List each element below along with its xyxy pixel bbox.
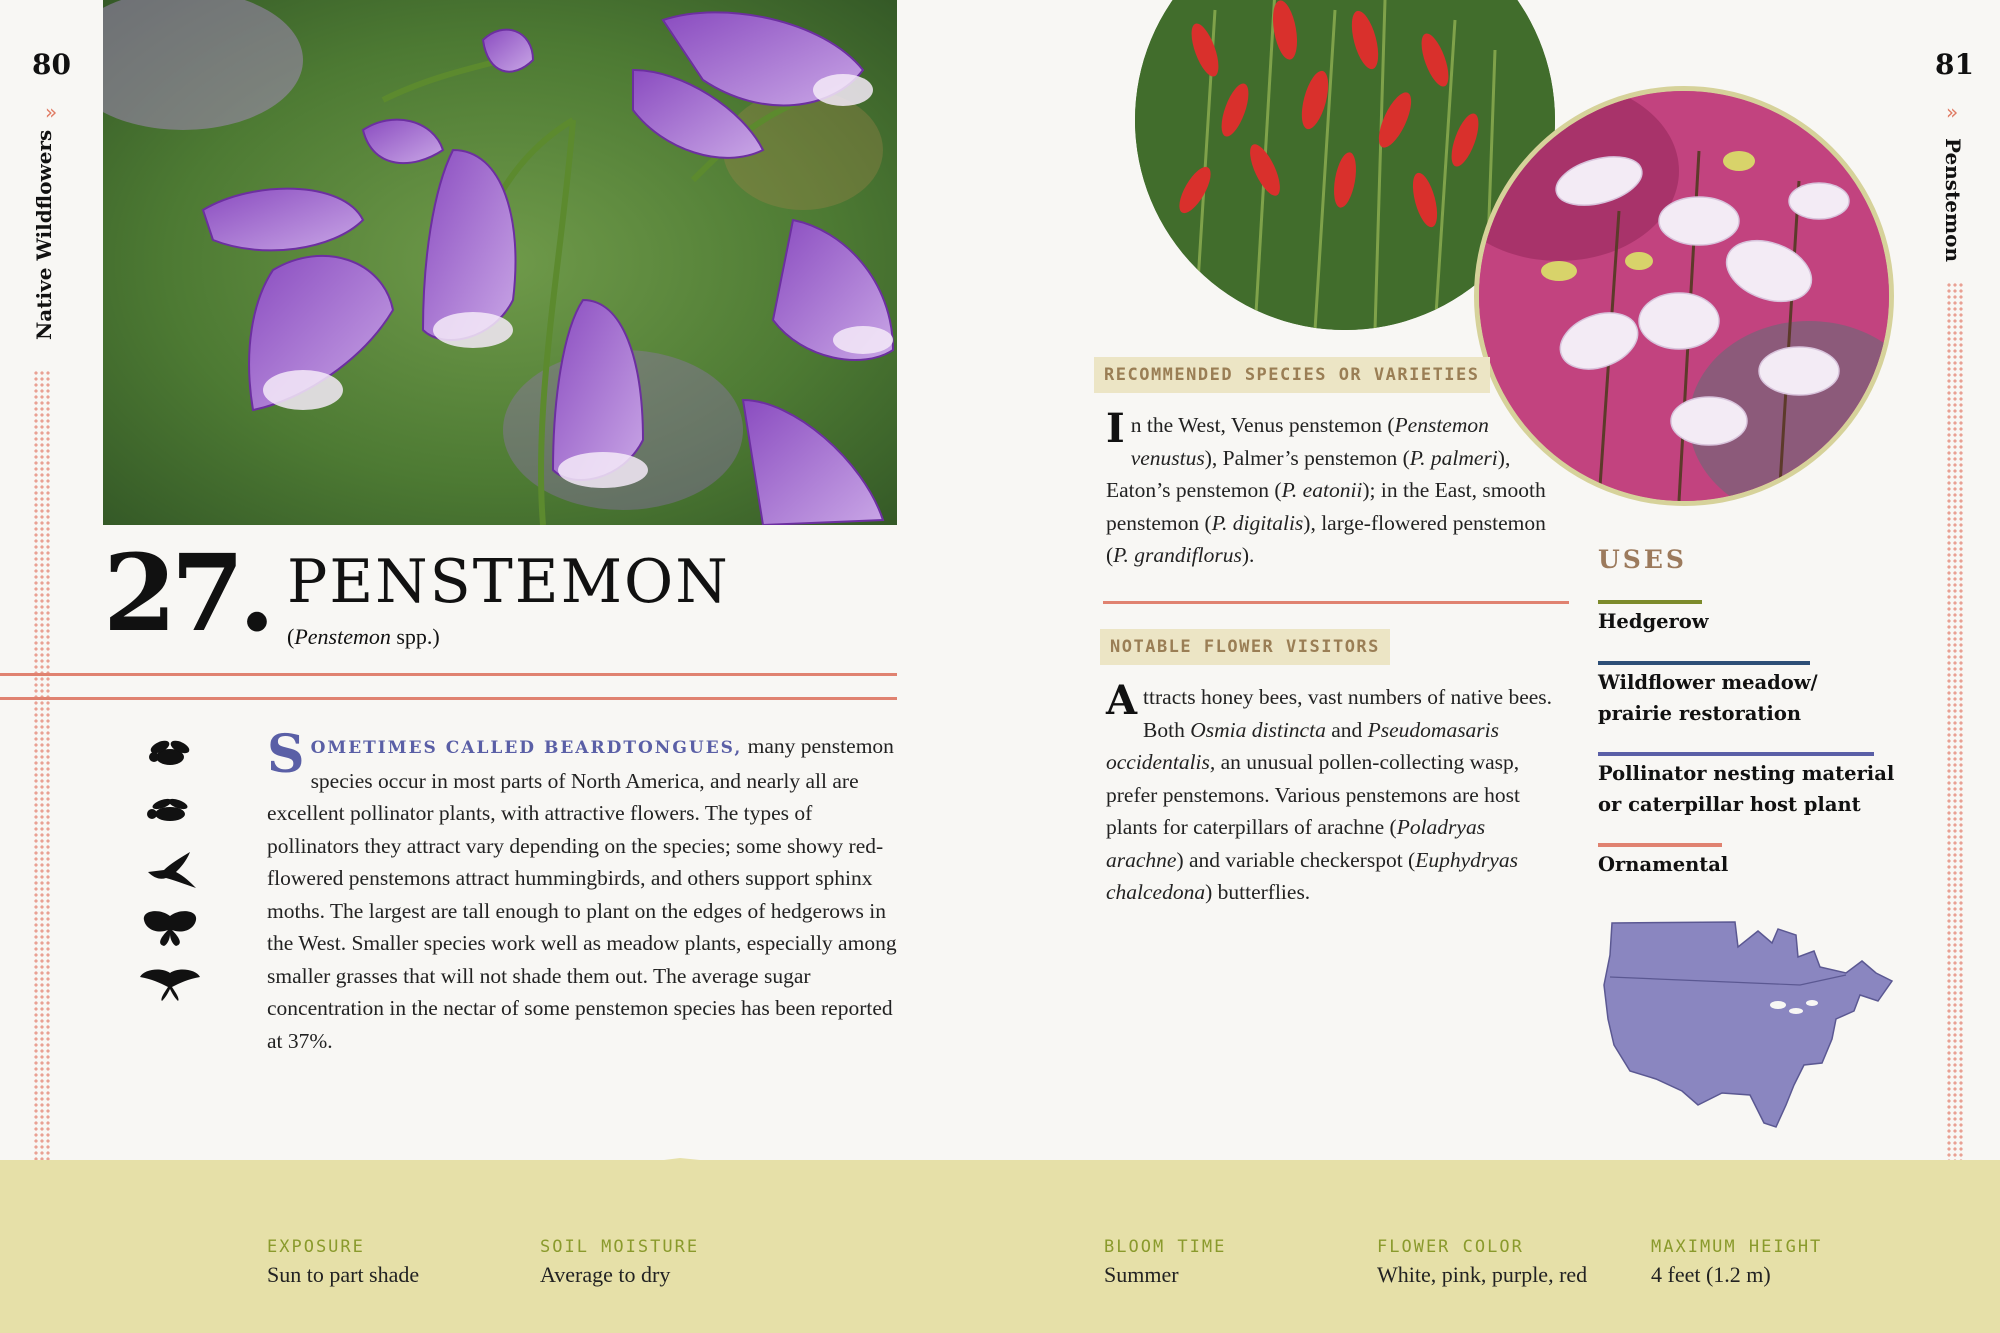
page-number-right: 81 bbox=[1935, 48, 1974, 81]
bee-icon bbox=[140, 792, 200, 832]
use-hedgerow: Hedgerow bbox=[1598, 610, 1709, 633]
hummingbird-icon bbox=[140, 850, 200, 890]
use-color-bar bbox=[1598, 600, 1702, 604]
entry-title: PENSTEMON bbox=[287, 547, 730, 617]
recommended-paragraph: In the West, Venus penstemon (Penstemon venustus), Palmer’s penstemon (P. palmeri), Eaton’s penstemon (P. eatonii); in the East, smooth penstemon (P. digitalis), large-flowered penstemon (P. grandiflorus). bbox=[1106, 405, 1546, 567]
use-pollinator-nesting: Pollinator nesting material or caterpillar host plant bbox=[1598, 762, 1895, 816]
fact-label-max-height: MAXIMUM HEIGHT bbox=[1651, 1237, 1823, 1257]
fact-value-max-height: 4 feet (1.2 m) bbox=[1651, 1262, 1771, 1287]
page-number-left: 80 bbox=[32, 48, 71, 81]
fact-value-flower-color: White, pink, purple, red bbox=[1377, 1262, 1588, 1287]
description-paragraph: SOMETIMES CALLED BEARDTONGUES, many penstemon species occur in most parts of North America, and nearly all are excellent pollinator plants, with attractive flowers. The types of pollinators they attract vary depending on the species; some showy red-flowered penstemons attract hummingbirds, and others support sphinx moths. The largest are tall enough to plant on the edges of hedgerows in the West. Smaller species work well as meadow plants, especially among smaller grasses that will not shade them out. The average sugar concentration in the nectar of some penstemon species has been reported at 37%. bbox=[267, 724, 897, 1053]
running-head-left: Native Wildflowers bbox=[32, 129, 56, 340]
chevron-icon: » bbox=[1946, 100, 1959, 124]
title-rule-bottom bbox=[0, 697, 897, 700]
recommended-heading: RECOMMENDED SPECIES OR VARIETIES bbox=[1094, 357, 1490, 393]
fact-value-exposure: Sun to part shade bbox=[267, 1262, 420, 1287]
bee-icon bbox=[140, 735, 200, 775]
use-ornamental: Ornamental bbox=[1598, 853, 1729, 876]
visitors-paragraph: Attracts honey bees, vast numbers of native bees. Both Osmia distincta and Pseudomasaris occidentalis, an unusual pollen-collecting wasp, prefer penstemons. Various penstemons are host plants for caterpillars of arachne (Poladryas arachne) and variable checkerspot (Euphydryas chalcedona) butterflies. bbox=[1106, 677, 1553, 904]
use-color-bar bbox=[1598, 843, 1722, 847]
chevron-icon: » bbox=[45, 100, 58, 124]
fact-label-flower-color: FLOWER COLOR bbox=[1377, 1237, 1524, 1257]
title-rule-top bbox=[0, 673, 897, 676]
moth-icon bbox=[140, 963, 200, 1003]
butterfly-icon bbox=[140, 908, 200, 948]
uses-heading: USES bbox=[1598, 545, 1687, 574]
use-color-bar bbox=[1598, 661, 1810, 665]
fact-label-exposure: EXPOSURE bbox=[267, 1237, 365, 1257]
fact-value-bloom-time: Summer bbox=[1104, 1262, 1179, 1287]
entry-number: 27. bbox=[103, 530, 270, 655]
use-meadow: Wildflower meadow/ prairie restoration bbox=[1598, 671, 1818, 725]
range-map bbox=[1600, 915, 1900, 1135]
fact-value-soil-moisture: Average to dry bbox=[540, 1262, 671, 1287]
section-rule bbox=[1103, 601, 1569, 604]
penstemon-photo bbox=[103, 0, 897, 525]
dotted-margin-left bbox=[33, 370, 51, 1200]
dotted-margin-right bbox=[1946, 282, 1964, 1282]
use-color-bar bbox=[1598, 752, 1874, 756]
visitors-heading: NOTABLE FLOWER VISITORS bbox=[1100, 629, 1390, 665]
scientific-name: (Penstemon spp.) bbox=[287, 624, 440, 649]
fact-label-soil-moisture: SOIL MOISTURE bbox=[540, 1237, 700, 1257]
running-head-right: Penstemon bbox=[1941, 138, 1965, 263]
fact-label-bloom-time: BLOOM TIME bbox=[1104, 1237, 1227, 1257]
